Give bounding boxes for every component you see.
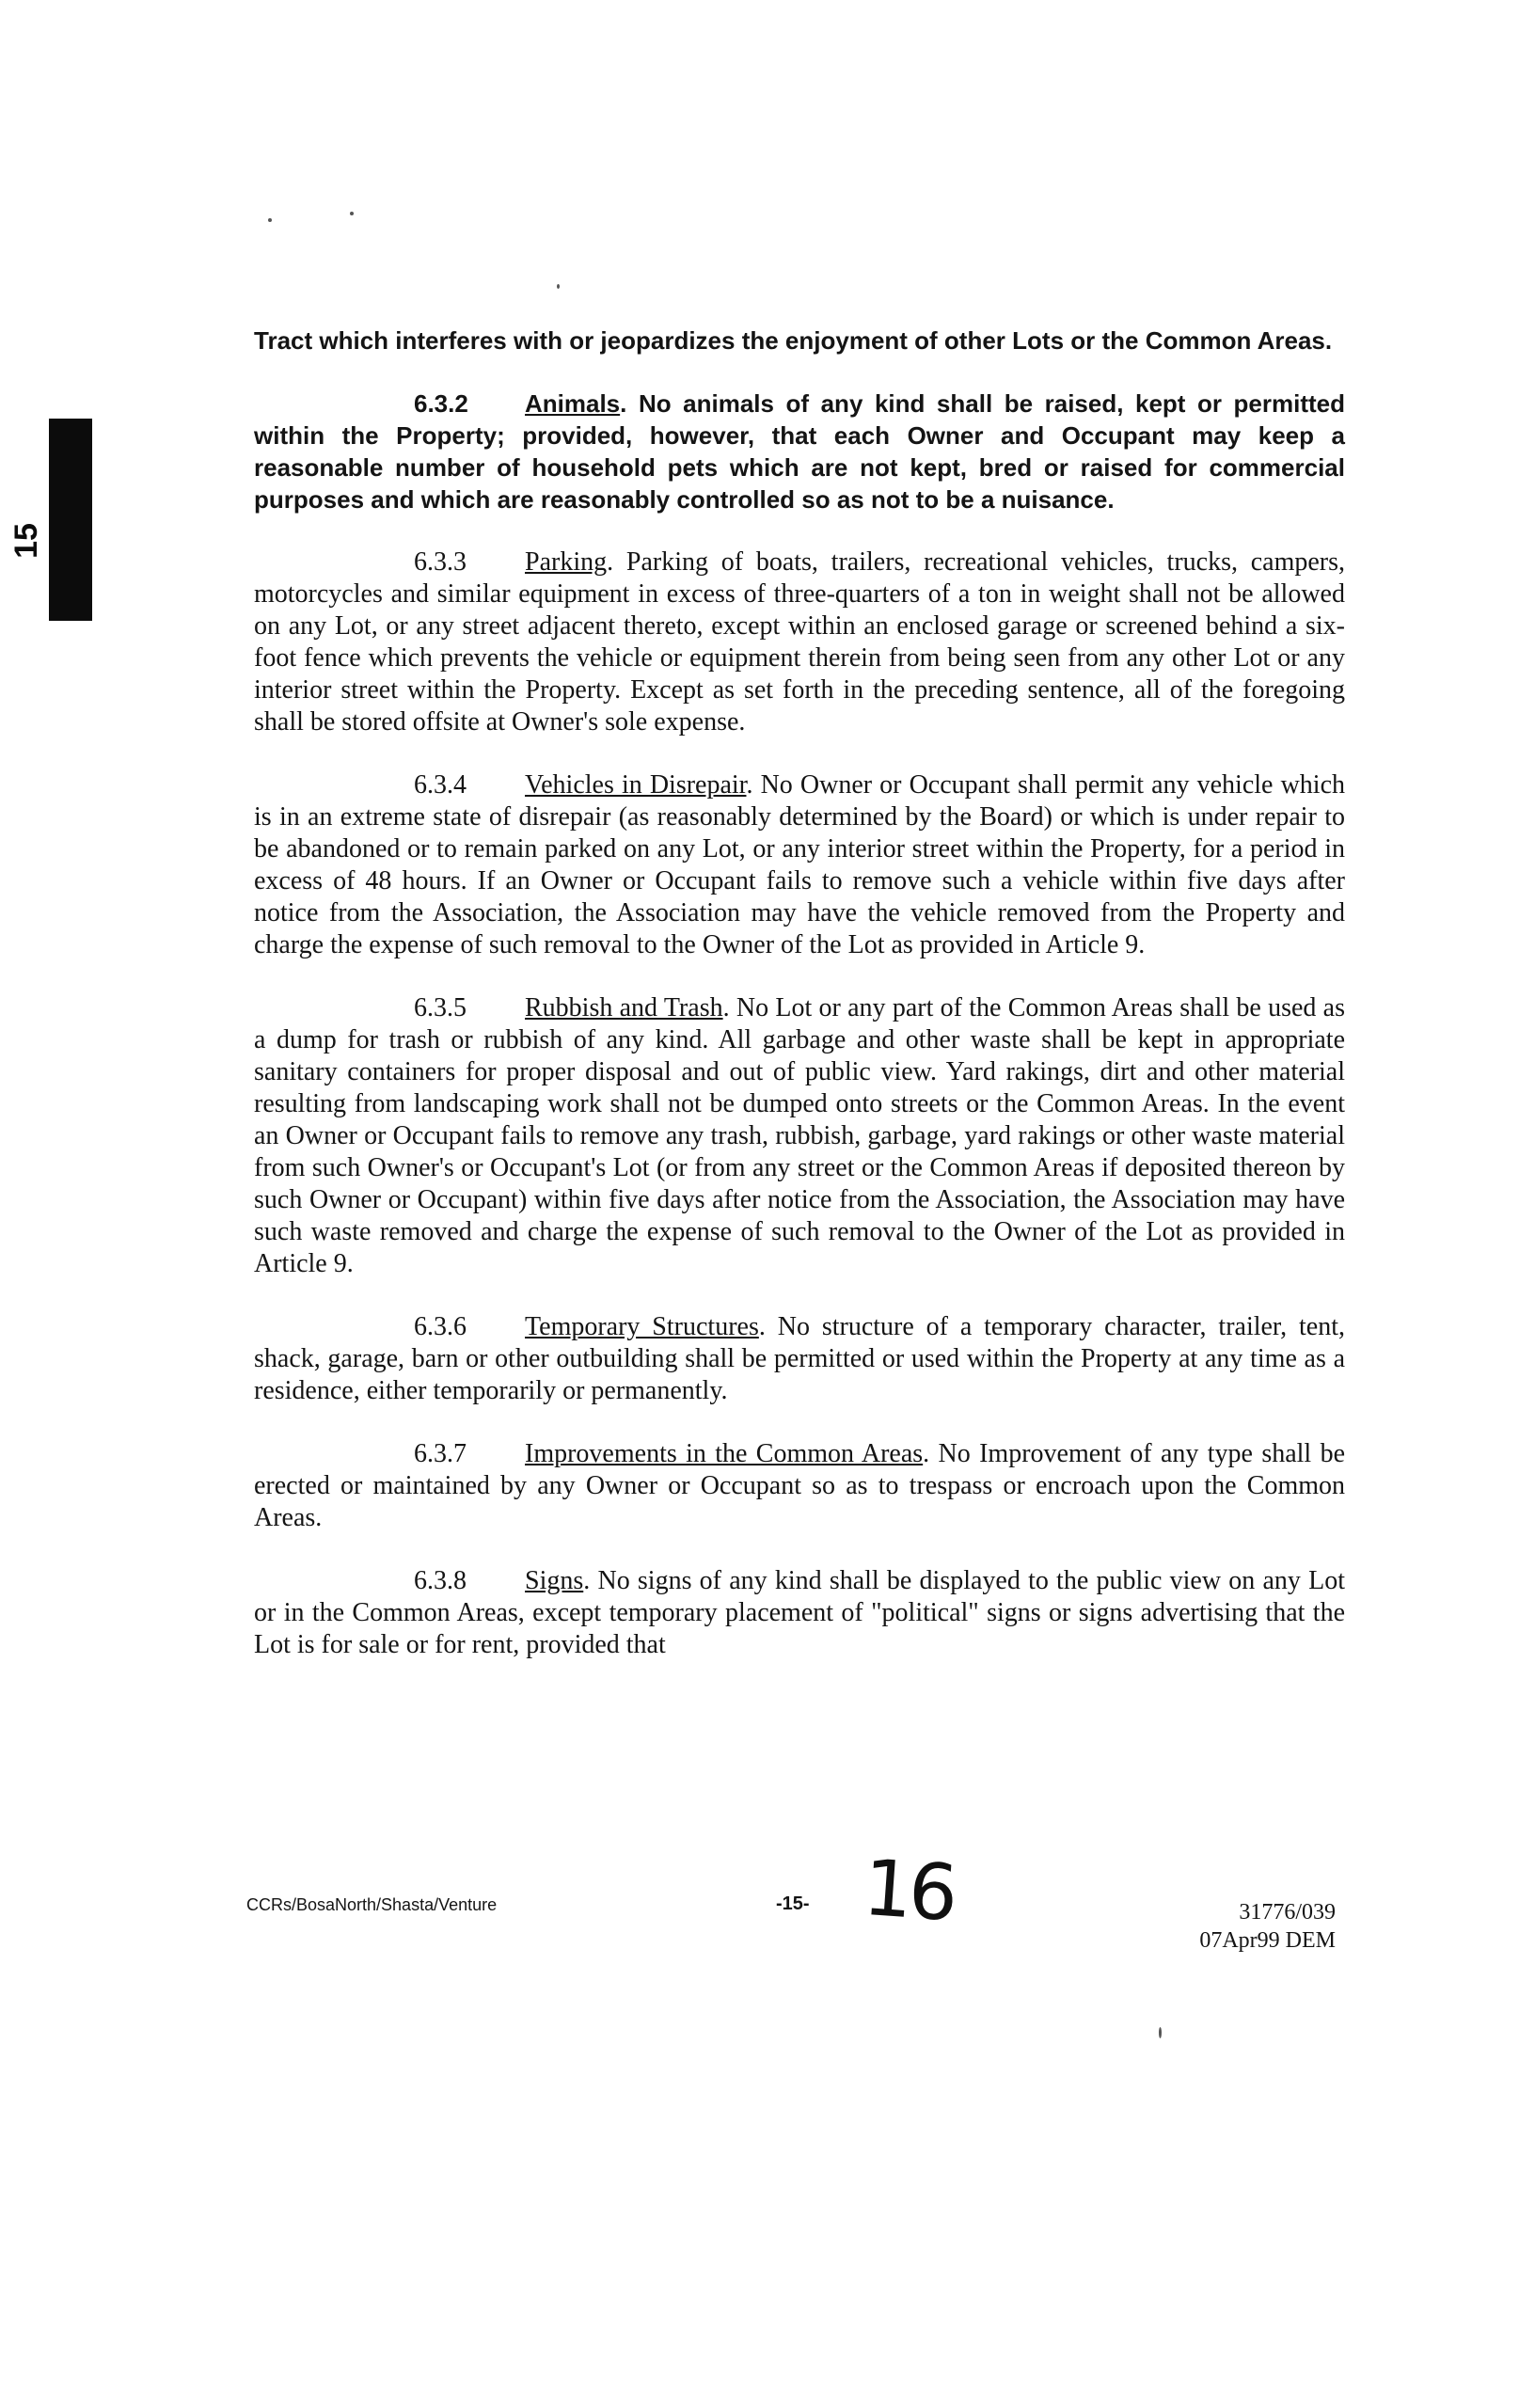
section-text: Parking of boats, trailers, recreational vehicles, trucks, campers, motorcycles and similar equipment in excess of three-quarters of a ton in weight shall not be allowed on any Lot, or any street adjacent thereto, except within an enclosed garage or screened behind a six-foot fence which prevents the vehicle or equipment therein from being seen from any other Lot or any interior street within the Property. Except as set forth in the preceding sentence, all of the foregoing shall be stored offsite at Owner's sole expense. [254,547,1346,737]
section-6-3-7: 6.3.7 Improvements in the Common Areas. No Improvement of any type shall be erected or maintained by any Owner or Occupant so as to trespass or encroach upon the Common Areas. [254,1439,1345,1532]
section-heading: Temporary Structures [525,1312,759,1341]
paragraph-continuation [254,325,1345,356]
section-6-3-6: 6.3.6 Temporary Structures. No structure of a temporary character, trailer, tent, shack, garage, barn or other outbuilding shall be permitted or used within the Property at any time as a residence, either temporarily or permanently. [254,1312,1345,1405]
section-number: 6.3.6 [414,1312,467,1341]
section-number: 6.3.3 [414,547,467,577]
exhibit-tab-label: 15 [8,523,44,559]
section-heading: Vehicles in Disrepair [525,770,747,800]
section-6-3-8: 6.3.8 Signs. No signs of any kind shall be displayed to the public view on any Lot or in the Common Areas, except temporary placement of "political" signs or signs advertising that the Lot is for sale or for rent, provided that [254,1566,1346,1659]
footer-doc-number: 31776/039 [1239,1900,1336,1925]
scan-speck [1159,2027,1162,2038]
footer-file-reference: CCRs/BosaNorth/Shasta/Venture [246,1895,498,1914]
section-text: No signs of any kind shall be displayed to the public view on any Lot or in the Common Areas, except temporary placement of "political" signs or signs advertising that the Lot is for sale or for rent, provided that [254,1566,1346,1659]
document-body [254,325,1345,1692]
section-heading: Improvements in the Common Areas [525,1439,924,1468]
scan-speck [557,284,560,289]
handwritten-page-number: 16 [860,1843,957,1940]
section-6-3-4: 6.3.4 Vehicles in Disrepair. No Owner or Occupant shall permit any vehicle which is in an extreme state of disrepair (as reasonably determined by the Board) or which is under repair to be abandoned or to remain parked on any Lot, or any interior street within the Property, for a period in excess of 48 hours. If an Owner or Occupant fails to remove such a vehicle within five days after notice from the Association, the Association may have the vehicle removed from the Property and charge the expense of such removal to the Owner of the Lot as provided in Article 9. [254,770,1345,959]
section-number: 6.3.2 [414,389,468,418]
exhibit-tab-bar [49,419,92,621]
section-number: 6.3.4 [414,770,467,800]
section-text: No Lot or any part of the Common Areas shall be used as a dump for trash or rubbish of any kind. All garbage and other waste shall be kept in appropriate sanitary containers for proper disposal and out of public view. Yard rakings, dirt and other material resulting from landscaping work shall not be dumped onto streets or the Common Areas. In the event an Owner or Occupant fails to remove any trash, rubbish, garbage, yard rakings or other waste material from such Owner's or Occupant's Lot (or from any street or the Common Areas if deposited thereon by such Owner or Occupant) within five days after notice from the Association, the Association may have such waste removed and charge the expense of such removal to the Owner of the Lot as provided in Article 9. [254,993,1346,1278]
section-heading: Rubbish and Trash [525,993,723,1022]
footer-date-code: 07Apr99 DEM [1199,1928,1336,1953]
section-text: No Improvement of any type shall be erected or maintained by any Owner or Occupant so as to trespass or encroach upon the Common Areas. [254,1439,1345,1532]
section-6-3-5: 6.3.5 Rubbish and Trash. No Lot or any part of the Common Areas shall be used as a dump for trash or rubbish of any kind. All garbage and other waste shall be kept in appropriate sanitary containers for proper disposal and out of public view. Yard rakings, dirt and other material resulting from landscaping work shall not be dumped onto streets or the Common Areas. In the event an Owner or Occupant fails to remove any trash, rubbish, garbage, yard rakings or other waste material from such Owner's or Occupant's Lot (or from any street or the Common Areas if deposited thereon by such Owner or Occupant) within five days after notice from the Association, the Association may have such waste removed and charge the expense of such removal to the Owner of the Lot as provided in Article 9. [254,993,1346,1278]
section-text: No Owner or Occupant shall permit any vehicle which is in an extreme state of disrepair (as reasonably determined by the Board) or which is under repair to be abandoned or to remain parked on any Lot, or any interior street within the Property, for a period in excess of 48 hours. If an Owner or Occupant fails to remove such a vehicle within five days after notice from the Association, the Association may have the vehicle removed from the Property and charge the expense of such removal to the Owner of the Lot as provided in Article 9. [254,770,1345,959]
scan-speck [350,212,354,215]
footer-page-number: -15- [776,1893,810,1914]
scan-speck [268,218,272,222]
section-heading: Signs [525,1566,584,1595]
section-number: 6.3.7 [414,1439,467,1468]
section-heading: Animals [525,389,621,418]
section-6-3-2: 6.3.2 Animals. No animals of any kind shall be raised, kept or permitted within the Property; provided, however, that each Owner and Occupant may keep a reasonable number of household pets which are not kept, bred or raised for commercial purposes and which are reasonably controlled so as not to be a nuisance. [254,389,1345,514]
section-heading: Parking [525,547,608,577]
section-text: No animals of any kind shall be raised, kept or permitted within the Property; provided, however, that each Owner and Occupant may keep a reasonable number of household pets which are not kept, bred or raised for commercial purposes and which are reasonably controlled so as not to be a nuisance. [254,389,1345,514]
paragraph-text: Tract which interferes with or jeopardizes the enjoyment of other Lots or the Common Areas. [254,326,1333,355]
section-number: 6.3.5 [414,993,467,1022]
footer-doc-info [1166,1898,1336,1955]
section-number: 6.3.8 [414,1566,467,1595]
section-6-3-3: 6.3.3 Parking. Parking of boats, trailers, recreational vehicles, trucks, campers, motorcycles and similar equipment in excess of three-quarters of a ton in weight shall not be allowed on any Lot, or any street adjacent thereto, except within an enclosed garage or screened behind a six-foot fence which prevents the vehicle or equipment therein from being seen from any other Lot or any interior street within the Property. Except as set forth in the preceding sentence, all of the foregoing shall be stored offsite at Owner's sole expense. [254,547,1346,737]
section-text: No structure of a temporary character, trailer, tent, shack, garage, barn or other outbuilding shall be permitted or used within the Property at any time as a residence, either temporarily or permanently. [254,1312,1345,1405]
